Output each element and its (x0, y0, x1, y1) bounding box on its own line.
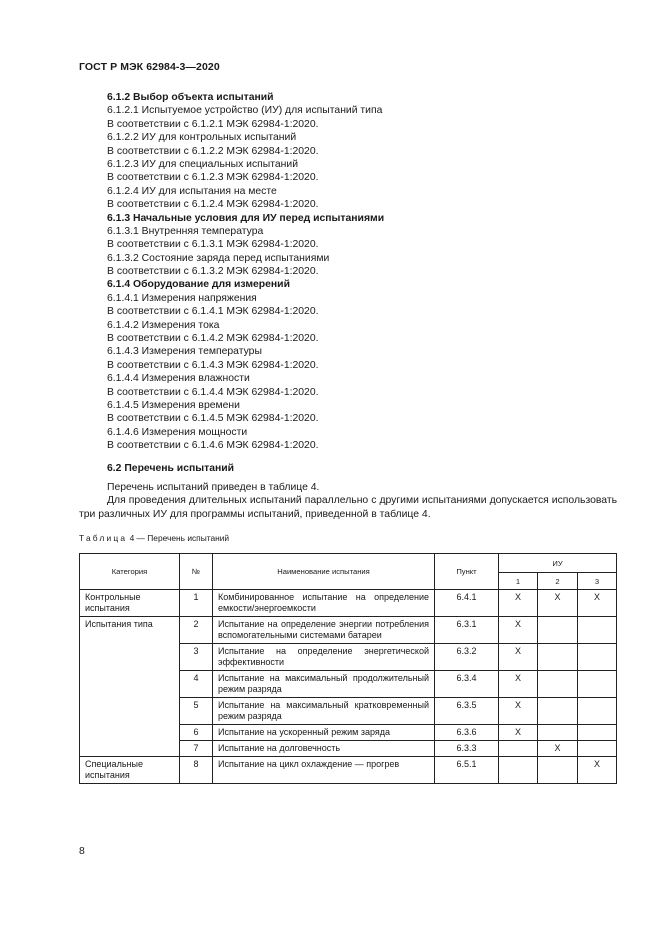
iu-3-cell (578, 644, 617, 671)
iu-1-cell: X (499, 671, 538, 698)
number-cell: 3 (180, 644, 213, 671)
tests-table-body (80, 590, 617, 784)
text-line: 6.1.4.5 Измерения времени (107, 399, 240, 411)
number-cell: 2 (180, 617, 213, 644)
iu-2-cell (538, 617, 578, 644)
clause-cell: 6.3.4 (435, 671, 499, 698)
text-line: 6.1.4.4 Измерения влажности (107, 373, 250, 385)
iu-3-cell: X (578, 757, 617, 784)
header-iu-3: 3 (578, 573, 617, 590)
number-cell: 7 (180, 741, 213, 757)
iu-3-cell (578, 617, 617, 644)
subsection-heading: 6.1.3 Начальные условия для ИУ перед испытаниями (107, 212, 385, 224)
text-line: 6.1.4.1 Измерения напряжения (107, 292, 257, 304)
test-name-cell: Испытание на определение энергетической эффективности (213, 644, 435, 671)
iu-3-cell: X (578, 590, 617, 617)
category-cell: Контрольные испытания (80, 590, 180, 617)
iu-1-cell (499, 757, 538, 784)
text-line: 6.1.4.2 Измерения тока (107, 319, 220, 331)
text-line: В соответствии с 6.1.2.3 МЭК 62984-1:2020. (107, 172, 319, 184)
iu-2-cell (538, 757, 578, 784)
text-line: В соответствии с 6.1.4.3 МЭК 62984-1:2020. (107, 359, 319, 371)
iu-3-cell (578, 741, 617, 757)
section-6-2-title: 6.2 Перечень испытаний (107, 463, 235, 474)
text-line: 6.1.2.2 ИУ для контрольных испытаний (107, 132, 297, 144)
header-iu: ИУ (499, 554, 617, 573)
clause-cell: 6.3.5 (435, 698, 499, 725)
table-caption-prefix: Таблица (79, 533, 128, 543)
text-line: 6.1.4.6 Измерения мощности (107, 426, 248, 438)
test-name-cell: Комбинированное испытание на определение емкости/энергоемкости (213, 590, 435, 617)
text-line: 6.1.2.1 Испытуемое устройство (ИУ) для испытаний типа (107, 105, 383, 117)
iu-1-cell (499, 741, 538, 757)
iu-1-cell: X (499, 590, 538, 617)
iu-2-cell (538, 725, 578, 741)
page-number: 8 (79, 846, 85, 857)
clause-cell: 6.3.6 (435, 725, 499, 741)
test-name-cell: Испытание на долговечность (213, 741, 435, 757)
header-iu-1: 1 (499, 573, 538, 590)
subsection-heading: 6.1.2 Выбор объекта испытаний (107, 92, 274, 103)
text-line: 6.1.4.3 Измерения температуры (107, 346, 262, 358)
number-cell: 1 (180, 590, 213, 617)
number-cell: 8 (180, 757, 213, 784)
category-cell: Специальные испытания (80, 757, 180, 784)
clause-cell: 6.4.1 (435, 590, 499, 617)
text-line: В соответствии с 6.1.3.2 МЭК 62984-1:2020. (107, 266, 319, 278)
clause-cell: 6.3.1 (435, 617, 499, 644)
iu-3-cell (578, 725, 617, 741)
test-name-cell: Испытание на максимальный кратковременный режим разряда (213, 698, 435, 725)
test-name-cell: Испытание на цикл охлаждение — прогрев (213, 757, 435, 784)
test-name-cell: Испытание на максимальный продолжительный режим разряда (213, 671, 435, 698)
iu-1-cell: X (499, 725, 538, 741)
iu-2-cell (538, 698, 578, 725)
iu-1-cell: X (499, 698, 538, 725)
iu-2-cell (538, 671, 578, 698)
text-line: В соответствии с 6.1.2.1 МЭК 62984-1:2020. (107, 118, 319, 130)
iu-3-cell (578, 671, 617, 698)
iu-1-cell: X (499, 617, 538, 644)
header-clause: Пункт (435, 554, 499, 590)
text-line: 6.1.2.4 ИУ для испытания на месте (107, 185, 277, 197)
table-row (80, 590, 617, 617)
document-header: ГОСТ Р МЭК 62984-3—2020 (79, 61, 220, 73)
iu-1-cell: X (499, 644, 538, 671)
number-cell: 6 (180, 725, 213, 741)
table-row (80, 757, 617, 784)
number-cell: 4 (180, 671, 213, 698)
text-line: В соответствии с 6.1.4.1 МЭК 62984-1:2020. (107, 306, 319, 318)
header-number: № (180, 554, 213, 590)
table-caption (79, 533, 229, 543)
section-6-1-body (107, 91, 617, 453)
clause-cell: 6.3.3 (435, 741, 499, 757)
iu-2-cell: X (538, 590, 578, 617)
number-cell: 5 (180, 698, 213, 725)
test-name-cell: Испытание на ускоренный режим заряда (213, 725, 435, 741)
text-line: 6.1.3.2 Состояние заряда перед испытаниями (107, 252, 330, 264)
category-cell: Испытания типа (80, 617, 180, 757)
text-line: В соответствии с 6.1.2.2 МЭК 62984-1:2020. (107, 145, 319, 157)
section-6-2-paragraph-2: Для проведения длительных испытаний параллельно с другими испытаниями допускается использовать три различных ИУ для программы испытаний, приведенной в таблице 4. (79, 495, 617, 520)
test-name-cell: Испытание на определение энергии потребления вспомогательными системами батареи (213, 617, 435, 644)
tests-table (79, 553, 617, 784)
text-line: В соответствии с 6.1.4.5 МЭК 62984-1:2020. (107, 413, 319, 425)
header-test-name: Наименование испытания (213, 554, 435, 590)
clause-cell: 6.5.1 (435, 757, 499, 784)
text-line: 6.1.2.3 ИУ для специальных испытаний (107, 158, 299, 170)
text-line: 6.1.3.1 Внутренняя температура (107, 225, 264, 237)
table-caption-title: 4 — Перечень испытаний (127, 533, 230, 543)
text-line: В соответствии с 6.1.3.1 МЭК 62984-1:2020. (107, 239, 319, 251)
clause-cell: 6.3.2 (435, 644, 499, 671)
text-line: В соответствии с 6.1.4.4 МЭК 62984-1:2020. (107, 386, 319, 398)
subsection-heading: 6.1.4 Оборудование для измерений (107, 279, 290, 291)
section-6-2-paragraph-1: Перечень испытаний приведен в таблице 4. (107, 482, 320, 493)
text-line: В соответствии с 6.1.4.2 МЭК 62984-1:2020. (107, 333, 319, 345)
header-iu-2: 2 (538, 573, 578, 590)
header-category: Категория (80, 554, 180, 590)
table-row (80, 617, 617, 644)
iu-2-cell: X (538, 741, 578, 757)
text-line: В соответствии с 6.1.2.4 МЭК 62984-1:2020. (107, 199, 319, 211)
iu-3-cell (578, 698, 617, 725)
text-line: В соответствии с 6.1.4.6 МЭК 62984-1:2020. (107, 440, 319, 452)
iu-2-cell (538, 644, 578, 671)
